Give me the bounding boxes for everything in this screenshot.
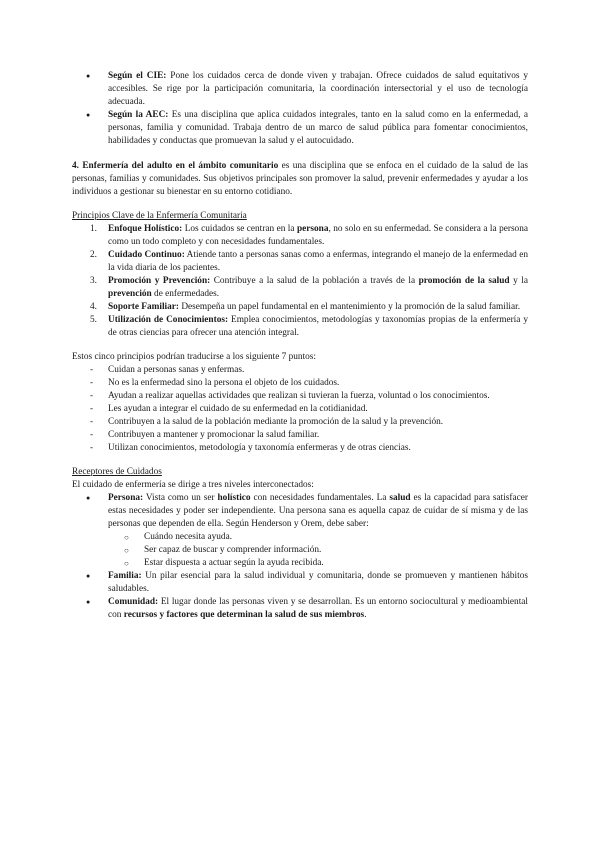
- principios-list: [72, 223, 528, 340]
- list-item: [72, 314, 528, 340]
- item-label: Comunidad:: [108, 597, 159, 607]
- section-4-text: es una disciplina que se enfoca en el cuidado de la salud de las personas, familias y comunidades. Sus objetivos principales son promover la salud, prevenir enfermedades y ayudar a los individuos a gestionar su bienestar en su entorno cotidiano.: [72, 161, 528, 197]
- list-item: [72, 70, 528, 109]
- item-bold: holístico: [217, 493, 251, 503]
- item-label: Persona:: [108, 493, 144, 503]
- item-text: Contribuye a la salud de la población a través de la: [210, 276, 419, 286]
- item-text: Emplea conocimientos, metodologías y taxonomías propias de la enfermería y de otras ciencias para ofrecer una atención integral.: [108, 315, 528, 338]
- item-number: 2.: [90, 250, 97, 260]
- siete-puntos-intro: Estos cinco principios podrían traducirse a los siguiente 7 puntos:: [72, 352, 316, 362]
- list-item: - Utilizan conocimientos, metodología y taxonomía enfermeras y de otras ciencias.: [72, 442, 528, 455]
- item-label: Familia:: [108, 571, 142, 581]
- item-text: , no solo en su enfermedad. Se considera a la persona como un todo completo y con necesidades fundamentales.: [108, 224, 528, 247]
- list-item: - Cuidan a personas sanas y enfermas.: [72, 364, 528, 377]
- item-text: con necesidades fundamentales. La: [250, 493, 390, 503]
- list-item: - Contribuyen a la salud de la población mediante la promoción de la salud y la prevención.: [72, 416, 528, 429]
- item-number: 1.: [90, 224, 97, 234]
- document-page: [72, 70, 528, 622]
- item-label: Soporte Familiar:: [108, 302, 180, 312]
- list-item: [72, 596, 528, 622]
- item-bold: promoción de la salud: [418, 276, 510, 286]
- item-text: Los cuidados se centran en la: [182, 224, 297, 234]
- item-text: Vista como un ser: [143, 493, 218, 503]
- receptores-intro: El cuidado de enfermería se dirige a tres niveles interconectados:: [72, 480, 314, 490]
- sub-list-item: ○ Estar dispuesta a actuar según la ayuda recibida.: [108, 557, 528, 570]
- item-text: es la capacidad para satisfacer estas necesidades y poder ser independiente. Una persona sana es aquella capaz de cuidar de sí misma y de las personas que dependen de ella. Según Henderson y Orem, debe saber:: [108, 493, 528, 529]
- receptores-heading: Receptores de Cuidados: [72, 467, 162, 477]
- item-label: Utilización de Conocimientos:: [108, 315, 229, 325]
- list-item: - Ayudan a realizar aquellas actividades que realizan si tuvieran la fuerza, voluntad o los conocimientos.: [72, 390, 528, 403]
- siete-puntos-list: [72, 364, 528, 455]
- receptores-list: [72, 492, 528, 622]
- section-4-title: 4. Enfermería del adulto en el ámbito comunitario: [72, 161, 279, 171]
- item-label: Cuidado Continuo:: [108, 250, 185, 260]
- item-bold: recursos y factores que determinan la salud de sus miembros: [123, 610, 365, 620]
- list-item: [72, 570, 528, 596]
- list-item: - Les ayudan a integrar el cuidado de su enfermedad en la cotidianidad.: [72, 403, 528, 416]
- list-item: [72, 301, 528, 314]
- item-label: Según la AEC:: [108, 110, 169, 120]
- item-text: El lugar donde las personas viven y se desarrollan. Es un entorno sociocultural y medioambiental con: [108, 597, 528, 620]
- list-item: [72, 492, 528, 570]
- item-text: Un pilar esencial para la salud individual y comunitaria, donde se promueven y mantienen hábitos saludables.: [108, 571, 528, 594]
- sub-list-item: ○ Cuándo necesita ayuda.: [108, 531, 528, 544]
- item-bold: persona: [296, 224, 329, 234]
- item-text: .: [364, 610, 367, 620]
- item-text: Pone los cuidados cerca de donde viven y trabajan. Ofrece cuidados de salud equitativos y accesibles. Se rige por la participación comunitaria, la coordinación intersectorial y el uso de tecnología adecuada.: [108, 71, 528, 107]
- list-item: [72, 109, 528, 148]
- list-item: [72, 275, 528, 301]
- item-text: Atiende tanto a personas sanas como a enfermas, integrando el manejo de la enfermedad en la vida diaria de los pacientes.: [108, 250, 528, 273]
- sub-list-item: ○ Ser capaz de buscar y comprender información.: [108, 544, 528, 557]
- principios-heading: Principios Clave de la Enfermería Comunitaria: [72, 211, 247, 221]
- list-item: [72, 223, 528, 249]
- item-text: Es una disciplina que aplica cuidados integrales, tanto en la salud como en la enfermedad, a personas, familia y comunidad. Trabaja dentro de un marco de salud pública para fomentar conocimientos, habilidades y conductas que promuevan la salud y el autocuidado.: [108, 110, 528, 146]
- item-label: Promoción y Prevención:: [108, 276, 211, 286]
- definitions-list: [72, 70, 528, 148]
- item-bold: prevención: [108, 289, 152, 299]
- item-text: de enfermedades.: [151, 289, 220, 299]
- item-number: 4.: [90, 302, 97, 312]
- item-label: Enfoque Holístico:: [108, 224, 183, 234]
- list-item: - No es la enfermedad sino la persona el objeto de los cuidados.: [72, 377, 528, 390]
- item-number: 5.: [90, 315, 97, 325]
- item-text: Desempeña un papel fundamental en el mantenimiento y la promoción de la salud familiar.: [179, 302, 521, 312]
- list-item: [72, 249, 528, 275]
- item-number: 3.: [90, 276, 97, 286]
- item-text: y la: [509, 276, 528, 286]
- persona-sublist: [108, 531, 528, 570]
- item-label: Según el CIE:: [108, 71, 167, 81]
- item-bold: salud: [389, 493, 411, 503]
- section-4-paragraph: [72, 160, 528, 199]
- list-item: - Contribuyen a mantener y promocionar la salud familiar.: [72, 429, 528, 442]
